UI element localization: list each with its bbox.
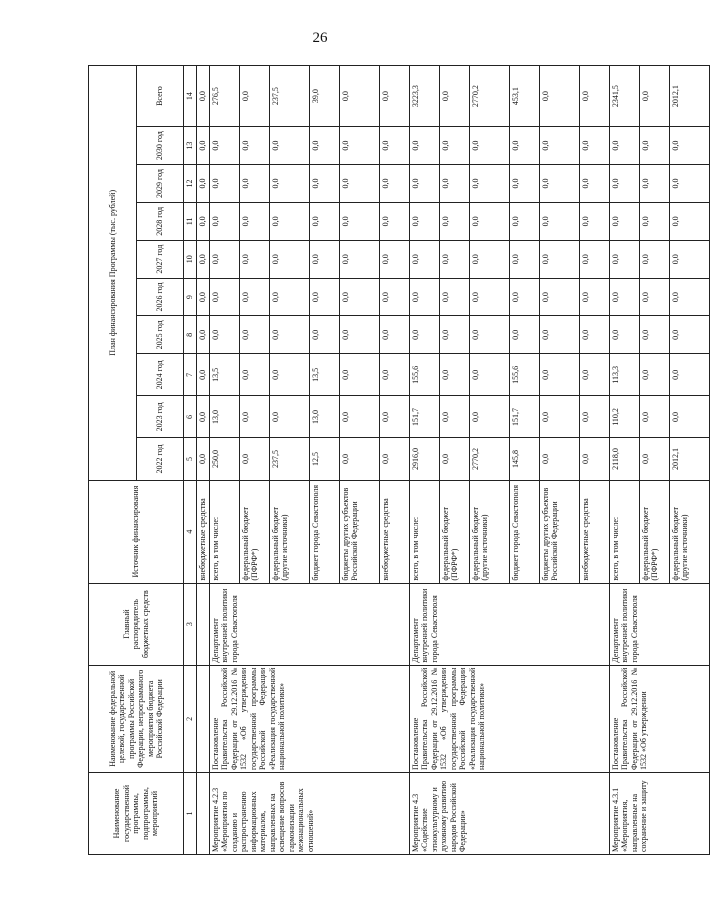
value-cell: 0,0: [609, 316, 639, 354]
value-cell: 0,0: [539, 278, 579, 316]
value-cell: 0,0: [197, 202, 210, 240]
value-cell: 0,0: [579, 316, 609, 354]
source-cell: всего, в том числе:: [409, 480, 439, 583]
value-cell: 0,0: [239, 66, 269, 127]
column-index: 6: [184, 396, 197, 438]
table-row: [197, 66, 210, 855]
value-cell: 0,0: [269, 354, 309, 396]
value-cell: 0,0: [579, 396, 609, 438]
value-cell: 0,0: [339, 438, 379, 480]
column-index: 3: [184, 583, 197, 665]
value-cell: 0,0: [309, 316, 339, 354]
value-cell: 0,0: [197, 396, 210, 438]
administrator-cell: Департамент внутренней политики города Севастополя: [609, 583, 709, 665]
value-cell: 0,0: [609, 202, 639, 240]
value-cell: 12,5: [309, 438, 339, 480]
value-cell: 3223,3: [409, 66, 439, 127]
measure-name-cell: [197, 772, 210, 854]
value-cell: 453,1: [509, 66, 539, 127]
value-cell: 0,0: [409, 278, 439, 316]
value-cell: 2012,1: [669, 438, 709, 480]
value-cell: 0,0: [469, 396, 509, 438]
value-cell: 0,0: [409, 240, 439, 278]
source-cell: федеральный бюджет (другие источники): [669, 480, 709, 583]
value-cell: 0,0: [269, 202, 309, 240]
value-cell: 2770,2: [469, 438, 509, 480]
header-year: 2025 год: [136, 316, 184, 354]
value-cell: 237,5: [269, 66, 309, 127]
value-cell: 0,0: [639, 396, 669, 438]
value-cell: 276,5: [209, 66, 239, 127]
value-cell: 0,0: [609, 127, 639, 165]
source-cell: бюджеты других субъектов Российской Федерации: [539, 480, 579, 583]
value-cell: 0,0: [439, 278, 469, 316]
value-cell: 0,0: [197, 127, 210, 165]
value-cell: 0,0: [579, 438, 609, 480]
value-cell: 0,0: [269, 240, 309, 278]
value-cell: 0,0: [197, 240, 210, 278]
column-index: 4: [184, 480, 197, 583]
value-cell: 0,0: [239, 278, 269, 316]
value-cell: 0,0: [639, 278, 669, 316]
value-cell: 2916,0: [409, 438, 439, 480]
value-cell: 0,0: [309, 165, 339, 203]
value-cell: 0,0: [509, 240, 539, 278]
value-cell: 0,0: [439, 127, 469, 165]
value-cell: 0,0: [409, 316, 439, 354]
value-cell: 0,0: [309, 240, 339, 278]
value-cell: 0,0: [409, 165, 439, 203]
value-cell: 0,0: [209, 127, 239, 165]
value-cell: 0,0: [469, 278, 509, 316]
value-cell: 0,0: [239, 354, 269, 396]
source-cell: бюджеты других субъектов Российской Федерации: [339, 480, 379, 583]
value-cell: 0,0: [209, 316, 239, 354]
value-cell: 0,0: [209, 202, 239, 240]
source-cell: федеральный бюджет (другие источники): [269, 480, 309, 583]
source-cell: федеральный бюджет (другие источники): [469, 480, 509, 583]
value-cell: 113,3: [609, 354, 639, 396]
value-cell: 13,5: [209, 354, 239, 396]
value-cell: 0,0: [539, 127, 579, 165]
value-cell: 0,0: [439, 396, 469, 438]
value-cell: 0,0: [579, 354, 609, 396]
column-index: 8: [184, 316, 197, 354]
value-cell: 151,7: [509, 396, 539, 438]
value-cell: 0,0: [539, 396, 579, 438]
value-cell: 0,0: [239, 202, 269, 240]
rotated-table-container: [88, 65, 689, 855]
value-cell: 0,0: [239, 165, 269, 203]
value-cell: 0,0: [579, 165, 609, 203]
source-cell: внебюджетные средства: [379, 480, 409, 583]
value-cell: 0,0: [197, 165, 210, 203]
value-cell: 0,0: [509, 127, 539, 165]
value-cell: 0,0: [379, 354, 409, 396]
value-cell: 2118,0: [609, 438, 639, 480]
value-cell: 0,0: [209, 165, 239, 203]
header-col1: Наименование государственной программы, подпрограммы, мероприятий: [89, 772, 184, 854]
column-index: 9: [184, 278, 197, 316]
value-cell: 0,0: [379, 396, 409, 438]
measure-name-cell: Мероприятие 4.3.1 «Мероприятия, направленные на сохранение и защиту: [609, 772, 709, 854]
source-cell: внебюджетные средства: [579, 480, 609, 583]
administrator-cell: [197, 583, 210, 665]
value-cell: 0,0: [639, 127, 669, 165]
source-cell: внебюджетные средства: [197, 480, 210, 583]
value-cell: 0,0: [579, 278, 609, 316]
page-number: 26: [312, 30, 328, 46]
value-cell: 0,0: [669, 278, 709, 316]
value-cell: 155,6: [509, 354, 539, 396]
header-col4: Источник финансирования: [89, 480, 184, 583]
header-year: 2026 год: [136, 278, 184, 316]
value-cell: 0,0: [669, 240, 709, 278]
program-cell: Постановление Правительства Российской Федерации от 29.12.2016 № 1532 «Об утверждении государственной программы Российской Федерации «Реализация государственной национальной политики»: [409, 665, 609, 772]
value-cell: 151,7: [409, 396, 439, 438]
value-cell: 2012,1: [669, 66, 709, 127]
value-cell: 0,0: [409, 202, 439, 240]
header-year: 2029 год: [136, 165, 184, 203]
program-cell: [197, 665, 210, 772]
value-cell: 0,0: [509, 316, 539, 354]
value-cell: 0,0: [339, 66, 379, 127]
table-row: [609, 66, 639, 855]
value-cell: 0,0: [669, 202, 709, 240]
value-cell: 0,0: [639, 202, 669, 240]
value-cell: 0,0: [539, 202, 579, 240]
value-cell: 0,0: [469, 354, 509, 396]
header-year: 2027 год: [136, 240, 184, 278]
financing-plan-table: [88, 65, 710, 855]
value-cell: 0,0: [197, 278, 210, 316]
value-cell: 13,0: [209, 396, 239, 438]
value-cell: 0,0: [439, 240, 469, 278]
header-year: 2028 год: [136, 202, 184, 240]
value-cell: 110,2: [609, 396, 639, 438]
value-cell: 0,0: [379, 240, 409, 278]
value-cell: 0,0: [209, 240, 239, 278]
administrator-cell: Департамент внутренней политики города Севастополя: [409, 583, 609, 665]
value-cell: 0,0: [609, 165, 639, 203]
value-cell: 0,0: [269, 165, 309, 203]
value-cell: 0,0: [609, 240, 639, 278]
value-cell: 0,0: [669, 354, 709, 396]
value-cell: 13,0: [309, 396, 339, 438]
table-row: [409, 66, 439, 855]
header-year: 2022 год: [136, 438, 184, 480]
value-cell: 0,0: [309, 278, 339, 316]
column-index: 10: [184, 240, 197, 278]
header-index-row: [184, 66, 197, 855]
value-cell: 39,0: [309, 66, 339, 127]
value-cell: 0,0: [579, 240, 609, 278]
header-year: 2023 год: [136, 396, 184, 438]
value-cell: 0,0: [579, 202, 609, 240]
value-cell: 13,5: [309, 354, 339, 396]
value-cell: 0,0: [239, 396, 269, 438]
value-cell: 145,8: [509, 438, 539, 480]
value-cell: 0,0: [539, 165, 579, 203]
measure-name-cell: Мероприятие 4.3 «Содействие этнокультурному и духовному развитию народов Российской Федерации»: [409, 772, 609, 854]
value-cell: 0,0: [379, 202, 409, 240]
value-cell: 0,0: [379, 165, 409, 203]
value-cell: 0,0: [209, 278, 239, 316]
table-row: [209, 66, 239, 855]
value-cell: 0,0: [439, 438, 469, 480]
value-cell: 0,0: [639, 354, 669, 396]
value-cell: 0,0: [197, 354, 210, 396]
column-index: 13: [184, 127, 197, 165]
value-cell: 0,0: [579, 127, 609, 165]
value-cell: 0,0: [469, 165, 509, 203]
value-cell: 0,0: [339, 354, 379, 396]
value-cell: 0,0: [339, 165, 379, 203]
value-cell: 0,0: [539, 354, 579, 396]
value-cell: 0,0: [379, 66, 409, 127]
value-cell: 0,0: [309, 202, 339, 240]
value-cell: 0,0: [239, 240, 269, 278]
value-cell: 0,0: [197, 66, 210, 127]
column-index: 2: [184, 665, 197, 772]
value-cell: 0,0: [339, 240, 379, 278]
header-row: [89, 66, 137, 855]
program-cell: Постановление Правительства Российской Федерации от 29.12.2016 № 1532 «Об утверждении: [609, 665, 709, 772]
source-cell: бюджет города Севастополя: [509, 480, 539, 583]
value-cell: 0,0: [379, 278, 409, 316]
value-cell: 2770,2: [469, 66, 509, 127]
value-cell: 0,0: [639, 66, 669, 127]
value-cell: 0,0: [539, 316, 579, 354]
source-cell: федеральный бюджет (ПФРФ*): [239, 480, 269, 583]
value-cell: 0,0: [339, 316, 379, 354]
value-cell: 0,0: [509, 202, 539, 240]
value-cell: 0,0: [239, 438, 269, 480]
value-cell: 0,0: [469, 127, 509, 165]
value-cell: 0,0: [379, 438, 409, 480]
source-cell: федеральный бюджет (ПФРФ*): [439, 480, 469, 583]
column-index: 14: [184, 66, 197, 127]
header-year: 2024 год: [136, 354, 184, 396]
value-cell: 0,0: [409, 127, 439, 165]
value-cell: 0,0: [469, 316, 509, 354]
value-cell: 0,0: [269, 127, 309, 165]
value-cell: 0,0: [339, 127, 379, 165]
value-cell: 0,0: [197, 316, 210, 354]
value-cell: 0,0: [379, 316, 409, 354]
value-cell: 0,0: [669, 316, 709, 354]
value-cell: 0,0: [469, 202, 509, 240]
value-cell: 0,0: [439, 316, 469, 354]
value-cell: 0,0: [439, 165, 469, 203]
value-cell: 0,0: [539, 438, 579, 480]
source-cell: всего, в том числе:: [209, 480, 239, 583]
value-cell: 0,0: [439, 66, 469, 127]
value-cell: 0,0: [239, 127, 269, 165]
value-cell: 0,0: [269, 396, 309, 438]
header-plan: План финансирования Программы (тыс. рублей): [89, 66, 137, 481]
value-cell: 0,0: [579, 66, 609, 127]
source-cell: всего, в том числе:: [609, 480, 639, 583]
value-cell: 2341,5: [609, 66, 639, 127]
value-cell: 0,0: [379, 127, 409, 165]
value-cell: 0,0: [439, 354, 469, 396]
administrator-cell: Департамент внутренней политики города Севастополя: [209, 583, 409, 665]
value-cell: 0,0: [639, 165, 669, 203]
value-cell: 0,0: [509, 165, 539, 203]
value-cell: 0,0: [339, 278, 379, 316]
header-col2: Наименование федеральной целевой, государственной программы Российской Федерации, непрограммного мероприятия бюджета Российской Федерации: [89, 665, 184, 772]
value-cell: 155,6: [409, 354, 439, 396]
value-cell: 0,0: [469, 240, 509, 278]
measure-name-cell: Мероприятие 4.2.3 «Мероприятия по созданию и распространению информационных материалов, направленных на освещение вопросов гармонизации межнациональных отношений»: [209, 772, 409, 854]
value-cell: 0,0: [509, 278, 539, 316]
value-cell: 0,0: [269, 278, 309, 316]
column-index: 5: [184, 438, 197, 480]
value-cell: 0,0: [309, 127, 339, 165]
value-cell: 0,0: [197, 438, 210, 480]
program-cell: Постановление Правительства Российской Федерации от 29.12.2016 № 1532 «Об утверждении государственной программы Российской Федерации «Реализация государственной национальной политики»: [209, 665, 409, 772]
source-cell: федеральный бюджет (ПФРФ*): [639, 480, 669, 583]
header-year: 2030 год: [136, 127, 184, 165]
value-cell: 0,0: [669, 396, 709, 438]
value-cell: 0,0: [609, 278, 639, 316]
header-year: Всего: [136, 66, 184, 127]
value-cell: 0,0: [639, 316, 669, 354]
value-cell: 0,0: [669, 165, 709, 203]
value-cell: 0,0: [439, 202, 469, 240]
header-col3: Главный распорядитель бюджетных средств: [89, 583, 184, 665]
value-cell: 0,0: [339, 202, 379, 240]
value-cell: 0,0: [269, 316, 309, 354]
column-index: 1: [184, 772, 197, 854]
value-cell: 0,0: [669, 127, 709, 165]
column-index: 12: [184, 165, 197, 203]
value-cell: 0,0: [339, 396, 379, 438]
value-cell: 237,5: [269, 438, 309, 480]
column-index: 11: [184, 202, 197, 240]
value-cell: 0,0: [639, 240, 669, 278]
value-cell: 0,0: [539, 66, 579, 127]
value-cell: 0,0: [239, 316, 269, 354]
value-cell: 0,0: [639, 438, 669, 480]
source-cell: бюджет города Севастополя: [309, 480, 339, 583]
value-cell: 0,0: [539, 240, 579, 278]
column-index: 7: [184, 354, 197, 396]
value-cell: 250,0: [209, 438, 239, 480]
